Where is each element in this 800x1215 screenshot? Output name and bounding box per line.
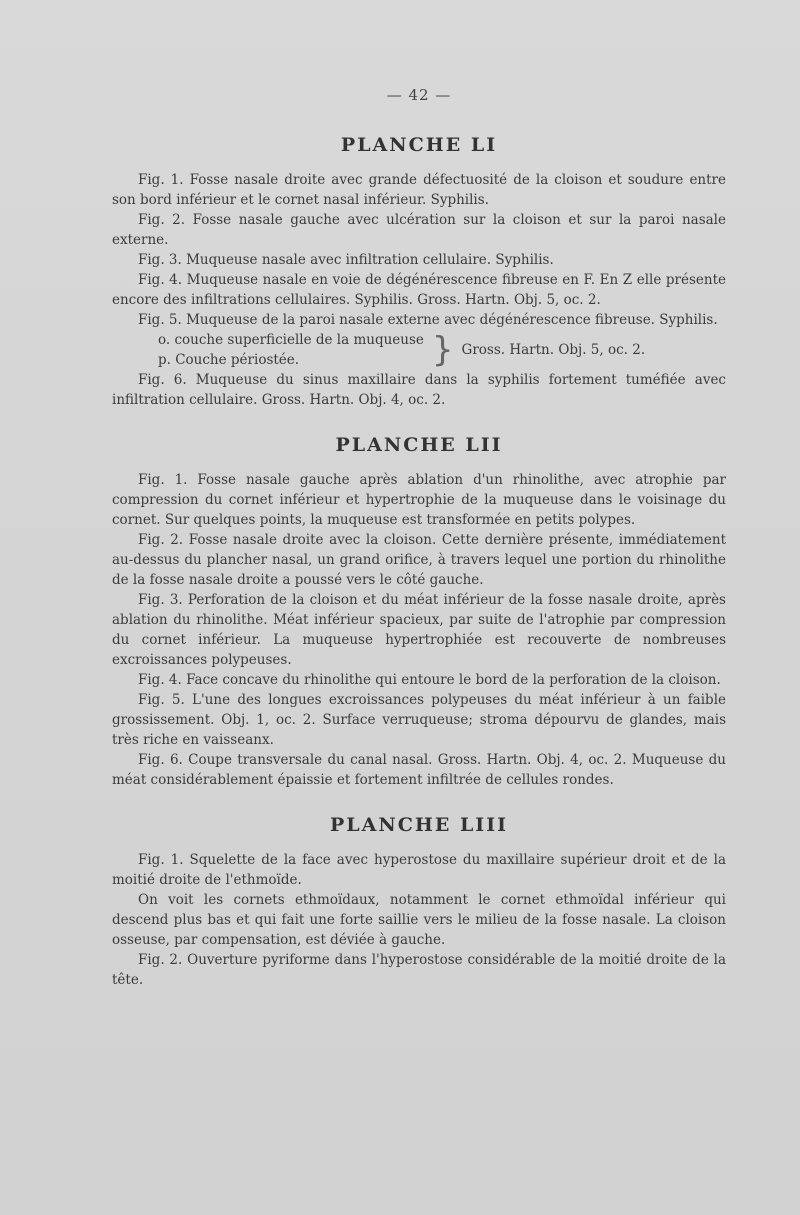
paragraph-text: On voit les cornets ethmoïdaux, notamment le cornet ethmoïdal inférieur qui descend plus bas et qui fait une forte saillie vers le milieu de la fosse nasale. La cloison osseuse, par compensation, est déviée à gauche.: [112, 892, 726, 948]
figure-text: Face concave du rhinolithe qui entoure le bord de la perforation de la cloison.: [186, 672, 721, 688]
page-number: — 42 —: [386, 86, 452, 104]
figure-text: Fosse nasale droite avec grande défectuosité de la cloison et soudure entre son bord inférieur et le cornet nasal inférieur. Syphilis.: [112, 172, 726, 208]
figure-caption: [112, 590, 726, 670]
figure-label: Fig. 1.: [138, 852, 184, 868]
figure-text: Squelette de la face avec hyperostose du maxillaire supérieur droit et de la moitié droite de l'ethmoïde.: [112, 852, 726, 888]
body-paragraph: [112, 890, 726, 950]
figure-caption: [112, 950, 726, 990]
figure-caption: [112, 310, 726, 330]
plate-title: PLANCHE LI: [340, 134, 498, 156]
figure-text: Muqueuse de la paroi nasale externe avec dégénérescence fibreuse. Syphilis.: [186, 312, 718, 328]
figure-caption: [112, 210, 726, 250]
figure-label: Fig. 5.: [138, 692, 185, 708]
figure-text: Fosse nasale gauche après ablation d'un rhinolithe, avec atrophie par compression du cornet inférieur et hypertrophie de la muqueuse dans le voisinage du cornet. Sur quelques points, la muqueuse est transformée en petits polypes.: [112, 472, 726, 528]
legend-item: o. couche superficielle de la muqueuse: [158, 332, 424, 348]
figure-text: Muqueuse nasale en voie de dégénérescence fibreuse en F. En Z elle présente encore des infiltrations cellulaires. Syphilis. Gross. Hartn. Obj. 5, oc. 2.: [112, 272, 727, 308]
figure-caption: [112, 270, 726, 310]
figure-caption: [112, 170, 726, 210]
figure-caption: [112, 690, 726, 750]
figure-text: Perforation de la cloison et du méat inférieur de la fosse nasale droite, après ablation du rhinolithe. Méat inférieur spacieux, par suite de l'atrophie par compression du cornet inférieur. La muqueuse hypertrophiée est recouverte de nombreuses excroissances polypeuses.: [112, 592, 726, 668]
figure-label: Fig. 2.: [138, 212, 186, 228]
figure-label: Fig. 4.: [138, 672, 182, 688]
figure-text: Fosse nasale gauche avec ulcération sur la cloison et sur la paroi nasale externe.: [112, 212, 726, 248]
legend-note: Gross. Hartn. Obj. 5, oc. 2.: [461, 342, 646, 358]
figure-text: Muqueuse nasale avec infiltration cellulaire. Syphilis.: [186, 252, 554, 268]
figure-text: L'une des longues excroissances polypeuses du méat inférieur à un faible grossissement. Obj. 1, oc. 2. Surface verruqueuse; stroma dépourvu de glandes, mais très riche en vaisseanx.: [112, 692, 726, 748]
figure-label: Fig. 1.: [138, 172, 184, 188]
plate-title: PLANCHE LII: [335, 434, 503, 456]
legend-item: p. Couche périostée.: [158, 352, 300, 368]
figure-text: Coupe transversale du canal nasal. Gross. Hartn. Obj. 4, oc. 2. Muqueuse du méat considérablement épaissie et fortement infiltrée de cellules rondes.: [112, 752, 726, 788]
plate-section-lii: [112, 434, 726, 790]
figure-text: Muqueuse du sinus maxillaire dans la syphilis fortement tuméfiée avec infiltration cellulaire. Gross. Hartn. Obj. 4, oc. 2.: [112, 372, 726, 408]
figure-caption: [112, 530, 726, 590]
figure-label: Fig. 2.: [138, 532, 184, 548]
brace-glyph: }: [431, 330, 454, 370]
figure-caption: [112, 750, 726, 790]
figure-label: Fig. 6.: [138, 372, 187, 388]
figure-label: Fig. 3.: [138, 592, 183, 608]
plate-section-liii: [112, 814, 726, 990]
plate-section-li: [112, 134, 726, 410]
figure-caption: [112, 370, 726, 410]
figure-text: Ouverture pyriforme dans l'hyperostose considérable de la moitié droite de la tête.: [112, 952, 726, 988]
figure-label: Fig. 2.: [138, 952, 183, 968]
figure-caption: [112, 470, 726, 530]
figure-caption: [112, 670, 726, 690]
figure-legend: [158, 330, 726, 370]
legend-items: [158, 330, 424, 370]
figure-text: Fosse nasale droite avec la cloison. Cette dernière présente, immédiatement au-dessus du plancher nasal, un grand orifice, à travers lequel une portion du rhinolithe de la fosse nasale droite a poussé vers le côté gauche.: [112, 532, 726, 588]
figure-label: Fig. 4.: [138, 272, 183, 288]
figure-label: Fig. 5.: [138, 312, 182, 328]
figure-caption: [112, 850, 726, 890]
figure-label: Fig. 6.: [138, 752, 183, 768]
plate-title: PLANCHE LIII: [330, 814, 508, 836]
figure-label: Fig. 3.: [138, 252, 182, 268]
figure-caption: [112, 250, 726, 270]
figure-label: Fig. 1.: [138, 472, 188, 488]
